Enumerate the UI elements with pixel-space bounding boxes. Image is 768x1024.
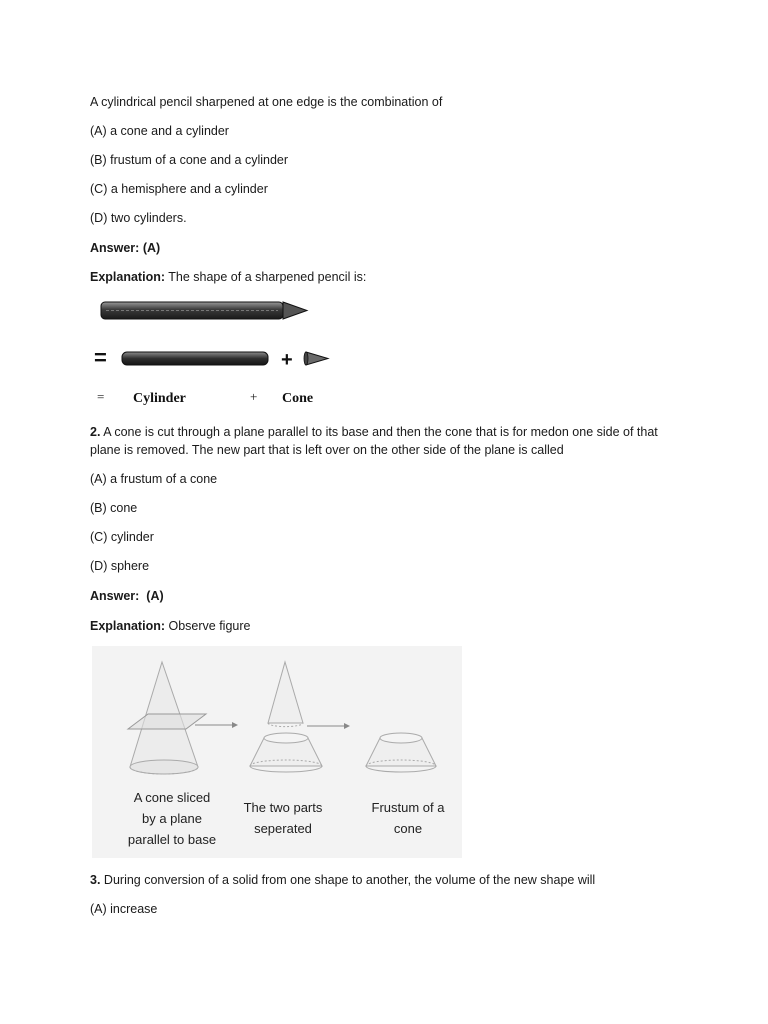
- cone-slice-drawing: [92, 646, 462, 786]
- fig-label-separated-line2: seperated: [254, 821, 312, 836]
- pencil-plus1: +: [281, 349, 293, 371]
- q2-question: [90, 423, 680, 459]
- sharpened-pencil-icon: [101, 302, 307, 319]
- q2-explanation-text: Observe figure: [168, 619, 251, 633]
- pencil-plus2: +: [250, 389, 258, 404]
- q2-option-b: (B) cone: [90, 501, 138, 515]
- fig-label-frustum-line2: cone: [393, 821, 423, 836]
- fig-label-sliced: [102, 787, 242, 850]
- q2-explanation: [90, 617, 250, 635]
- separated-parts-icon: [250, 662, 350, 772]
- q1-answer-value: (A): [142, 241, 161, 255]
- q2-option-c: (C) cylinder: [90, 530, 154, 544]
- q1-explanation-label: Explanation:: [90, 270, 166, 284]
- label-cone: Cone: [282, 391, 314, 406]
- cylinder-icon: [122, 352, 268, 365]
- pencil-eq1: =: [94, 345, 107, 370]
- label-cylinder: Cylinder: [133, 391, 186, 406]
- q3-question-text: During conversion of a solid from one shape to another, the volume of the new shape will: [103, 873, 596, 887]
- fig-label-frustum-line1: Frustum of a: [371, 800, 445, 815]
- fig-label-separated-line1: The two parts: [243, 800, 323, 815]
- q1-answer: [90, 239, 160, 257]
- q1-explanation-text: The shape of a sharpened pencil is:: [168, 270, 367, 284]
- q2-answer-label: Answer:: [90, 589, 140, 603]
- q3-question: [90, 871, 595, 889]
- q2-answer: [90, 587, 164, 605]
- q1-explanation: [90, 268, 366, 286]
- frustum-icon: [366, 733, 436, 772]
- q3-option-a: (A) increase: [90, 902, 158, 916]
- q3-number: 3.: [90, 873, 101, 887]
- q1-option-a: (A) a cone and a cylinder: [90, 124, 229, 138]
- q2-explanation-label: Explanation:: [90, 619, 166, 633]
- q1-option-b: (B) frustum of a cone and a cylinder: [90, 153, 289, 167]
- pencil-eq2: =: [97, 389, 105, 404]
- q1-option-d: (D) two cylinders.: [90, 211, 187, 225]
- q2-question-text: A cone is cut through a plane parallel to its base and then the cone that is for medon one side of that plane is removed. The new part that is left over on the other side of the plane is called: [90, 425, 658, 457]
- q1-option-c: (C) a hemisphere and a cylinder: [90, 182, 268, 196]
- fig-label-separated: [223, 797, 343, 839]
- q2-option-a: (A) a frustum of a cone: [90, 472, 218, 486]
- q2-number: 2.: [90, 425, 101, 439]
- cone-slice-figure: [92, 646, 462, 858]
- q2-answer-value: (A): [146, 589, 164, 603]
- fig-label-sliced-line3: parallel to base: [127, 832, 217, 847]
- fig-label-frustum: [350, 797, 466, 839]
- q1-question: A cylindrical pencil sharpened at one edge is the combination of: [90, 95, 443, 109]
- fig-label-sliced-line1: A cone sliced: [133, 790, 211, 805]
- q1-answer-label: Answer:: [90, 241, 140, 255]
- fig-label-sliced-line2: by a plane: [142, 811, 202, 826]
- pencil-figure: [92, 296, 352, 416]
- sliced-cone-icon: [128, 662, 238, 774]
- q2-option-d: (D) sphere: [90, 559, 150, 573]
- cone-icon: [304, 352, 328, 365]
